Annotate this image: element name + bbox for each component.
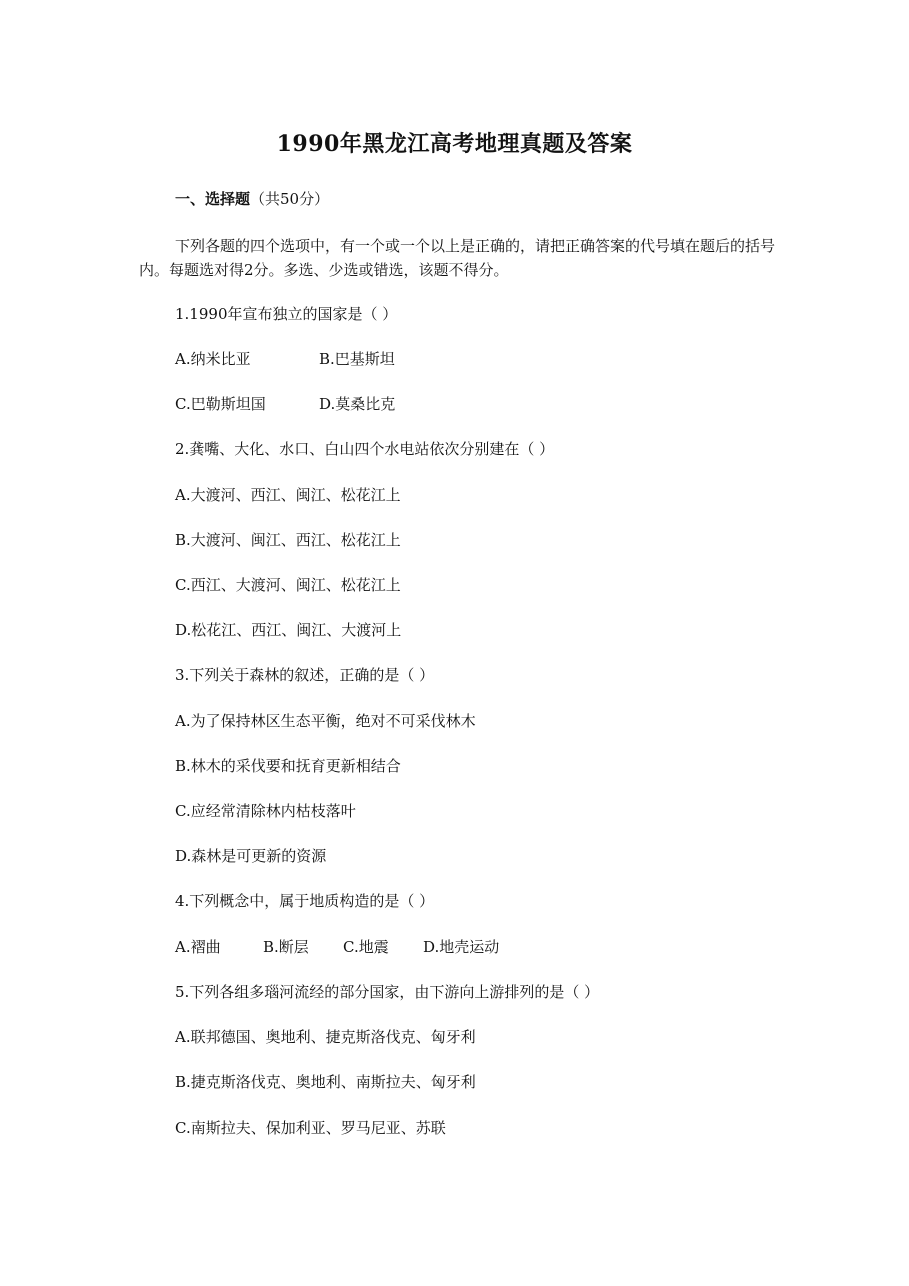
question-5-option-a: A.联邦德国、奥地利、捷克斯洛伐克、匈牙利 <box>175 1028 476 1046</box>
question-3-option-c: C.应经常清除林内枯枝落叶 <box>175 802 356 820</box>
question-3-option-b: B.林木的采伐要和抚育更新相结合 <box>175 757 401 775</box>
section-heading-label: 一、选择题 <box>175 190 251 208</box>
question-3-option-d: D.森林是可更新的资源 <box>175 847 327 865</box>
question-1-options-row-2 <box>175 393 395 415</box>
question-4-option-c: C.地震 <box>343 938 389 956</box>
question-5-option-c: C.南斯拉夫、保加利亚、罗马尼亚、苏联 <box>175 1119 446 1137</box>
question-3-stem: 3.下列关于森林的叙述，正确的是（ ） <box>175 666 435 684</box>
question-2-option-b: B.大渡河、闽江、西江、松花江上 <box>175 531 401 549</box>
page-title: 1990年黑龙江高考地理真题及答案 <box>276 131 633 157</box>
question-1-options-row-1 <box>175 348 395 370</box>
question-2-option-d: D.松花江、西江、闽江、大渡河上 <box>175 621 402 639</box>
question-1-option-b: B.巴基斯坦 <box>319 350 395 368</box>
question-4-option-b: B.断层 <box>263 938 309 956</box>
question-5-option-b: B.捷克斯洛伐克、奥地利、南斯拉夫、匈牙利 <box>175 1073 476 1091</box>
question-1-stem: 1.1990年宣布独立的国家是（ ） <box>175 305 398 323</box>
question-2-option-c: C.西江、大渡河、闽江、松花江上 <box>175 576 401 594</box>
instruction-paragraph: 下列各题的四个选项中，有一个或一个以上是正确的，请把正确答案的代号填在题后的括号内。每题选对得2分。多选、少选或错选，该题不得分。 <box>139 237 776 279</box>
section-heading <box>175 188 329 210</box>
question-5-stem: 5.下列各组多瑙河流经的部分国家，由下游向上游排列的是（ ） <box>175 983 600 1001</box>
question-2-option-a: A.大渡河、西江、闽江、松花江上 <box>175 486 401 504</box>
question-4-option-d: D.地壳运动 <box>423 938 500 956</box>
question-4-options-row <box>175 936 499 958</box>
question-1-option-a: A.纳米比亚 <box>175 350 251 368</box>
question-4-option-a: A.褶曲 <box>175 938 221 956</box>
section-heading-note: （共50分） <box>250 190 330 208</box>
question-4-stem: 4.下列概念中，属于地质构造的是（ ） <box>175 892 435 910</box>
question-1-option-d: D.莫桑比克 <box>319 395 396 413</box>
question-1-option-c: C.巴勒斯坦国 <box>175 395 266 413</box>
question-2-stem: 2.龚嘴、大化、水口、白山四个水电站依次分别建在（ ） <box>175 440 555 458</box>
question-3-option-a: A.为了保持林区生态平衡，绝对不可采伐林木 <box>175 712 476 730</box>
